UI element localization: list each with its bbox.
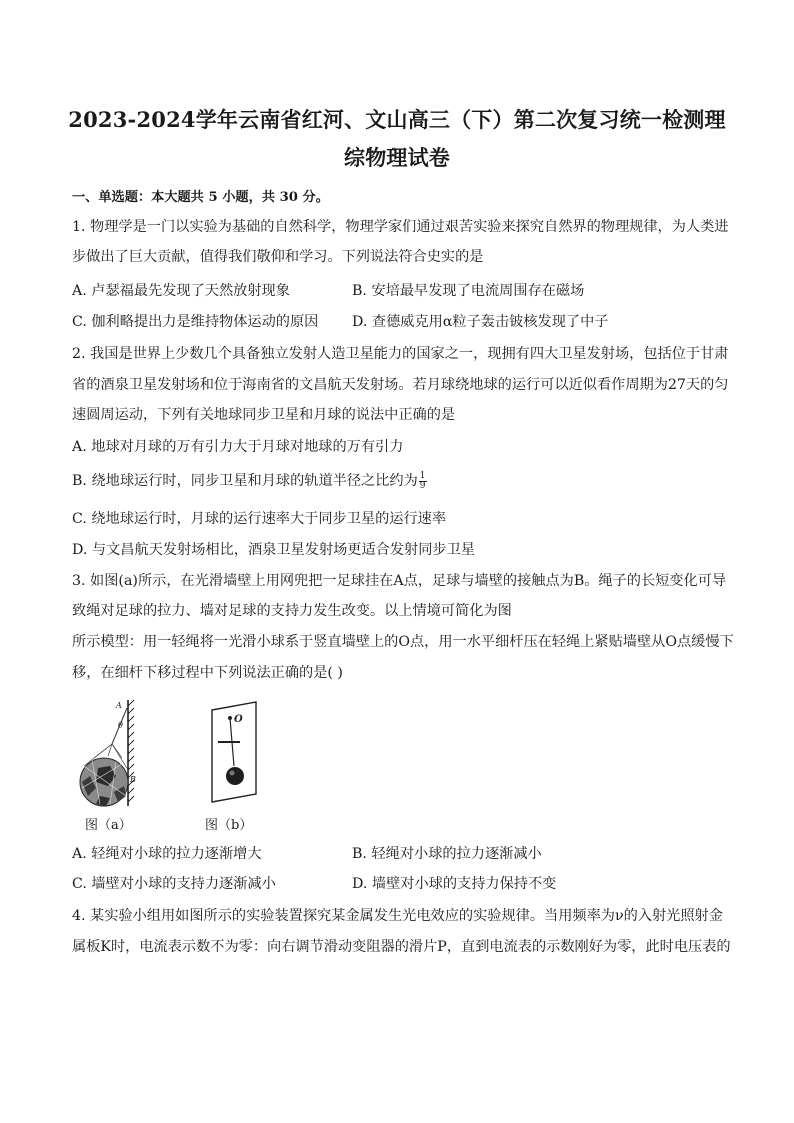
exam-title-line1: 2023-2024学年云南省红河、文山高三（下）第二次复习统一检测理 [68, 107, 726, 132]
label-theta: θ [118, 721, 123, 730]
q2-option-d: D. 与文昌航天发射场相比，酒泉卫星发射场更适合发射同步卫星 [72, 542, 475, 558]
q3-stem-line3: 所示模型：用一轻绳将一光滑小球系于竖直墙壁上的O点，用一水平细杆压在轻绳上紧贴墙壁从O点缓慢下 [72, 634, 734, 650]
exam-title-line2: 综物理试卷 [344, 145, 450, 170]
q1-stem-line1: 1. 物理学是一门以实验为基础的自然科学，物理学家们通过艰苦实验来探究自然界的物理规律，为人类进 [72, 219, 729, 235]
q2-stem-line2: 省的酒泉卫星发射场和位于海南省的文昌航天发射场。若月球绕地球的运行可以近似看作周期为27天的匀 [72, 377, 729, 393]
figure-a-caption: 图（a） [85, 818, 132, 833]
q2-option-c: C. 绕地球运行时，月球的运行速率大于同步卫星的运行速率 [72, 511, 447, 527]
label-a: A [116, 701, 122, 710]
q1-option-d: D. 查德威克用α粒子轰击铍核发现了中子 [352, 314, 609, 330]
q3-option-a: A. 轻绳对小球的拉力逐渐增大 [72, 846, 262, 862]
q3-stem-line2: 致绳对足球的拉力、墙对足球的支持力发生改变。以上情境可简化为图 [72, 603, 512, 619]
q1-option-a: A. 卢瑟福最先发现了天然放射现象 [72, 283, 290, 299]
fraction-numerator: 1 [419, 470, 426, 481]
q1-option-c: C. 伽利略提出力是维持物体运动的原因 [72, 314, 319, 330]
figure-b-caption: 图（b） [205, 818, 253, 833]
label-o: O [234, 714, 243, 725]
q2-option-a: A. 地球对月球的万有引力大于月球对地球的万有引力 [72, 439, 404, 455]
q3-option-c: C. 墙壁对小球的支持力逐渐减小 [72, 876, 276, 892]
section-heading: 一、单选题：本大题共 5 小题，共 30 分。 [72, 190, 329, 205]
q2-option-b [72, 470, 427, 491]
q2-stem-line3: 速圆周运动，下列有关地球同步卫星和月球的说法中正确的是 [72, 407, 456, 423]
q3-stem-line4: 移，在细杆下移过程中下列说法正确的是( ) [72, 665, 343, 681]
fraction-denominator: 9 [419, 480, 426, 491]
q3-stem-line1: 3. 如图(a)所示，在光滑墙壁上用网兜把一足球挂在A点，足球与墙壁的接触点为B。绳子的长短变化可导 [72, 573, 727, 589]
q1-option-b: B. 安培最早发现了电流周围存在磁场 [352, 283, 585, 299]
q3-option-d: D. 墙壁对小球的支持力保持不变 [352, 876, 557, 892]
q2-stem-line1: 2. 我国是世界上少数几个具备独立发射人造卫星能力的国家之一，现拥有四大卫星发射场，包括位于甘肃 [72, 346, 729, 362]
q2-option-b-text: B. 绕地球运行时，同步卫星和月球的轨道半径之比约为 [72, 473, 418, 489]
q3-option-b: B. 轻绳对小球的拉力逐渐减小 [352, 846, 542, 862]
figure-a-football-on-wall [70, 696, 160, 808]
q2-option-b-fraction [419, 472, 427, 491]
label-b: B [130, 775, 136, 784]
q4-stem-line2: 属板K时，电流表示数不为零：向右调节滑动变阻器的滑片P，直到电流表的示数刚好为零，此时电压表的 [72, 939, 731, 955]
q4-stem-line1: 4. 某实验小组用如图所示的实验装置探究某金属发生光电效应的实验规律。当用频率为ν的入射光照射金 [72, 908, 723, 924]
q1-stem-line2: 步做出了巨大贡献，值得我们敬仰和学习。下列说法符合史实的是 [72, 249, 484, 265]
figure-b-ball-on-wall [198, 700, 262, 806]
